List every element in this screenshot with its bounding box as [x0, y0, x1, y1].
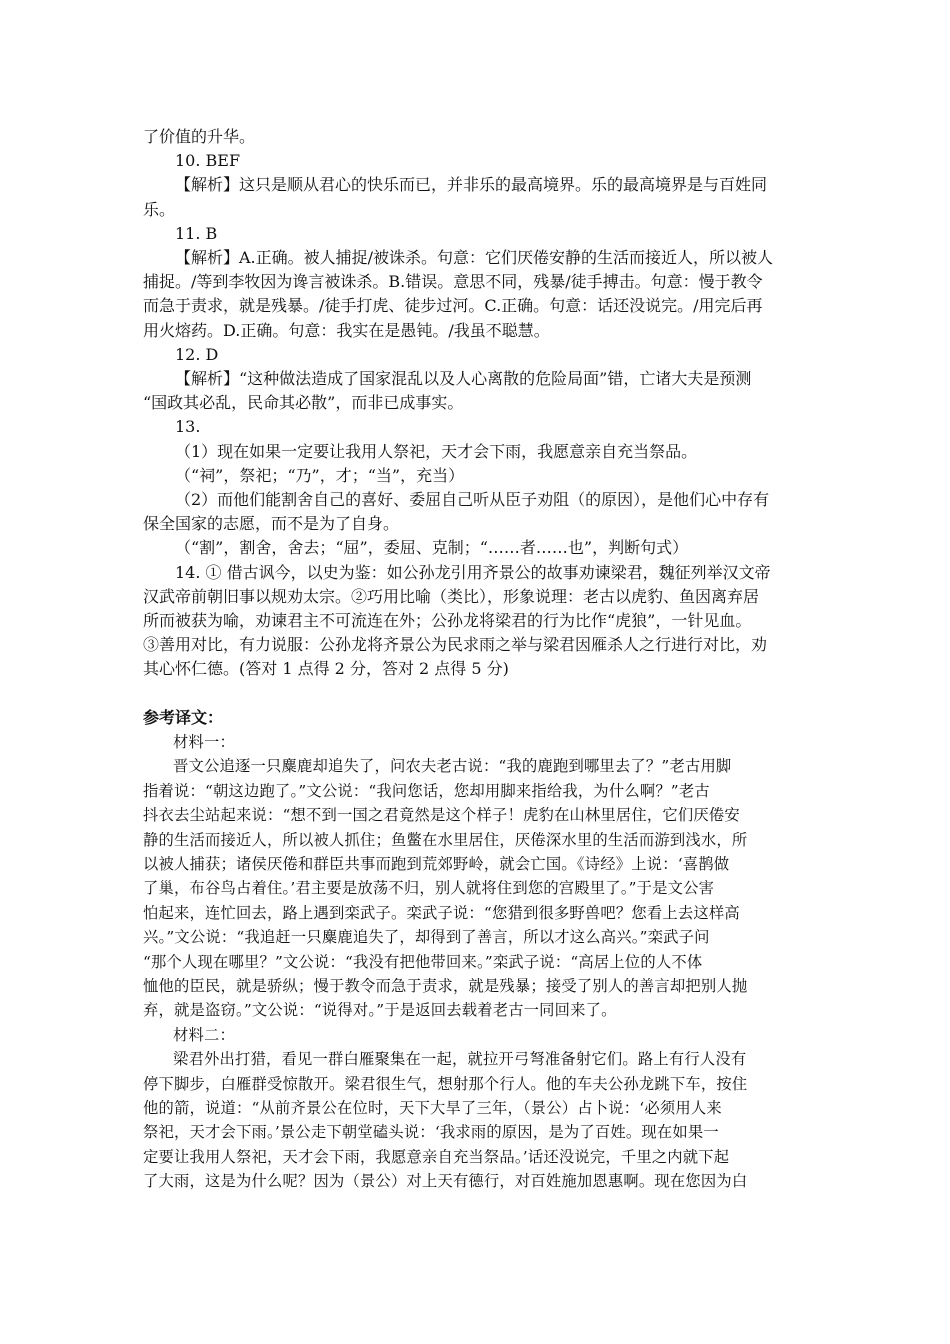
translation-line: 以被人捕获；诸侯厌倦和群臣共事而跑到荒郊野岭，就会亡国。《诗经》上说：‘喜鹊做 [143, 854, 730, 873]
reference-heading: 参考译文： [143, 707, 224, 727]
translation-line: 了巢，布谷鸟占着住。’君主要是放荡不归，别人就将住到您的宫殿里了。”于是文公害 [143, 879, 715, 898]
translation-line: 晋文公追逐一只麋鹿却追失了，问农夫老古说：“我的鹿跑到哪里去了？”老古用脚 [173, 757, 732, 776]
answer-line: （“割”，割舍，舍去；“屈”，委屈、克制；“……者……也”，判断句式） [175, 538, 689, 558]
answer-line: 【解析】A.正确。被人捕捉/被诛杀。句意：它们厌倦安静的生活而接近人，所以被人 [175, 248, 774, 268]
answer-line: 【解析】“这种做法造成了国家混乱以及人心离散的危险局面”错，亡诸大夫是预测 [175, 369, 752, 389]
translation-line: 静的生活而接近人，所以被人抓住；鱼鳖在水里居住，厌倦深水里的生活而游到浅水，所 [143, 830, 748, 849]
translation-line: 了大雨，这是为什么呢？因为（景公）对上天有德行，对百姓施加恩惠啊。现在您因为白 [143, 1172, 748, 1191]
answer-line: 用火熔药。D.正确。句意：我实在是愚钝。/我虽不聪慧。 [143, 320, 550, 340]
question-11-answer: 11. B [175, 223, 218, 243]
document-page [143, 125, 808, 1194]
question-13-answer: 13. [175, 417, 201, 437]
translation-line: 怕起来，连忙回去，路上遇到栾武子。栾武子说：“您猎到很多野兽吧？您看上去这样高 [143, 903, 740, 922]
translation-section [143, 730, 808, 1194]
question-12-answer: 12. D [175, 344, 219, 364]
answer-line: ③善用对比，有力说服：公孙龙将齐景公为民求雨之举与梁君因雁杀人之行进行对比，劝 [143, 635, 768, 655]
answer-line: “国政其必乱，民命其必散”，而非已成事实。 [143, 393, 464, 413]
answer-line: 捕捉。/等到李牧因为谗言被诛杀。B.错误。意思不同，残暴/徒手搏击。句意：慢于教令 [143, 272, 763, 292]
translation-line: 兴。”文公说：“我追赶一只麋鹿追失了，却得到了善言，所以才这么高兴。”栾武子问 [143, 928, 710, 947]
translation-line: 弃，就是盗窃。”文公说：“说得对。”于是返回去载着老古一同回来了。 [143, 1001, 617, 1020]
translation-line: 梁君外出打猎，看见一群白雁聚集在一起，就拉开弓弩准备射它们。路上有行人没有 [173, 1050, 747, 1069]
answer-line: 【解析】这只是顺从君心的快乐而已，并非乐的最高境界。乐的最高境界是与百姓同 [175, 175, 768, 195]
answer-line: 而急于责求，就是残暴。/徒手打虎、徒步过河。C.正确。句意：话还没说完。/用完后再 [143, 296, 763, 316]
translation-line: 抖衣去尘站起来说：“想不到一国之君竟然是这个样子！虎豹在山林里居住，它们厌倦安 [143, 806, 740, 825]
translation-line: 祭祀，天才会下雨。’景公走下朝堂磕头说：‘我求雨的原因，是为了百姓。现在如果一 [143, 1123, 719, 1142]
translation-line: “那个人现在哪里？”文公说：“我没有把他带回来。”栾武子说：“高居上位的人不体 [143, 952, 703, 971]
answer-section [143, 125, 808, 682]
material-one-label: 材料一： [173, 732, 235, 751]
translation-line: 指着说：“朝这边跑了。”文公说：“我问您话，您却用脚来指给我，为什么啊？”老古 [143, 781, 710, 800]
answer-line: （“祠”，祭祀；“乃”，才；“当”，充当） [175, 465, 465, 485]
answer-line: 了价值的升华。 [143, 127, 256, 146]
answer-line: 保全国家的志愿，而不是为了自身。 [143, 514, 400, 534]
answer-line: 乐。 [143, 199, 176, 219]
translation-line: 恤他的臣民，就是骄纵；慢于教令而急于责求，就是残暴；接受了别人的善言却把别人抛 [143, 976, 748, 995]
answer-line: 所而被获为喻，劝谏君主不可流连在外；公孙龙将梁君的行为比作“虎狼”，一针见血。 [143, 611, 752, 631]
answer-line: （2）而他们能割舍自己的喜好、委屈自己听从臣子劝阻（的原因），是他们心中存有 [175, 490, 770, 510]
question-10-answer: 10. BEF [175, 151, 241, 171]
translation-line: 停下脚步，白雁群受惊散开。梁君很生气，想射那个行人。他的车夫公孙龙跳下车，按住 [143, 1074, 748, 1093]
answer-line: 其心怀仁德。(答对 1 点得 2 分，答对 2 点得 5 分) [143, 659, 509, 679]
answer-line: 汉武帝前朝旧事以规劝太宗。②巧用比喻（类比），形象说理：老古以虎豹、鱼因离弃居 [143, 586, 760, 606]
translation-line: 定要让我用人祭祀，天才会下雨，我愿意亲自充当祭品。’话还没说完，千里之内就下起 [143, 1147, 730, 1166]
translation-line: 他的箭，说道：“从前齐景公在位时，天下大旱了三年，（景公）占卜说：‘必须用人来 [143, 1098, 722, 1117]
answer-line: （1）现在如果一定要让我用人祭祀，天才会下雨，我愿意亲自充当祭品。 [175, 441, 698, 461]
material-two-label: 材料二： [173, 1025, 235, 1044]
question-14-answer: 14. ① 借古讽今，以史为鉴：如公孙龙引用齐景公的故事劝谏梁君，魏征列举汉文帝 [175, 562, 771, 582]
